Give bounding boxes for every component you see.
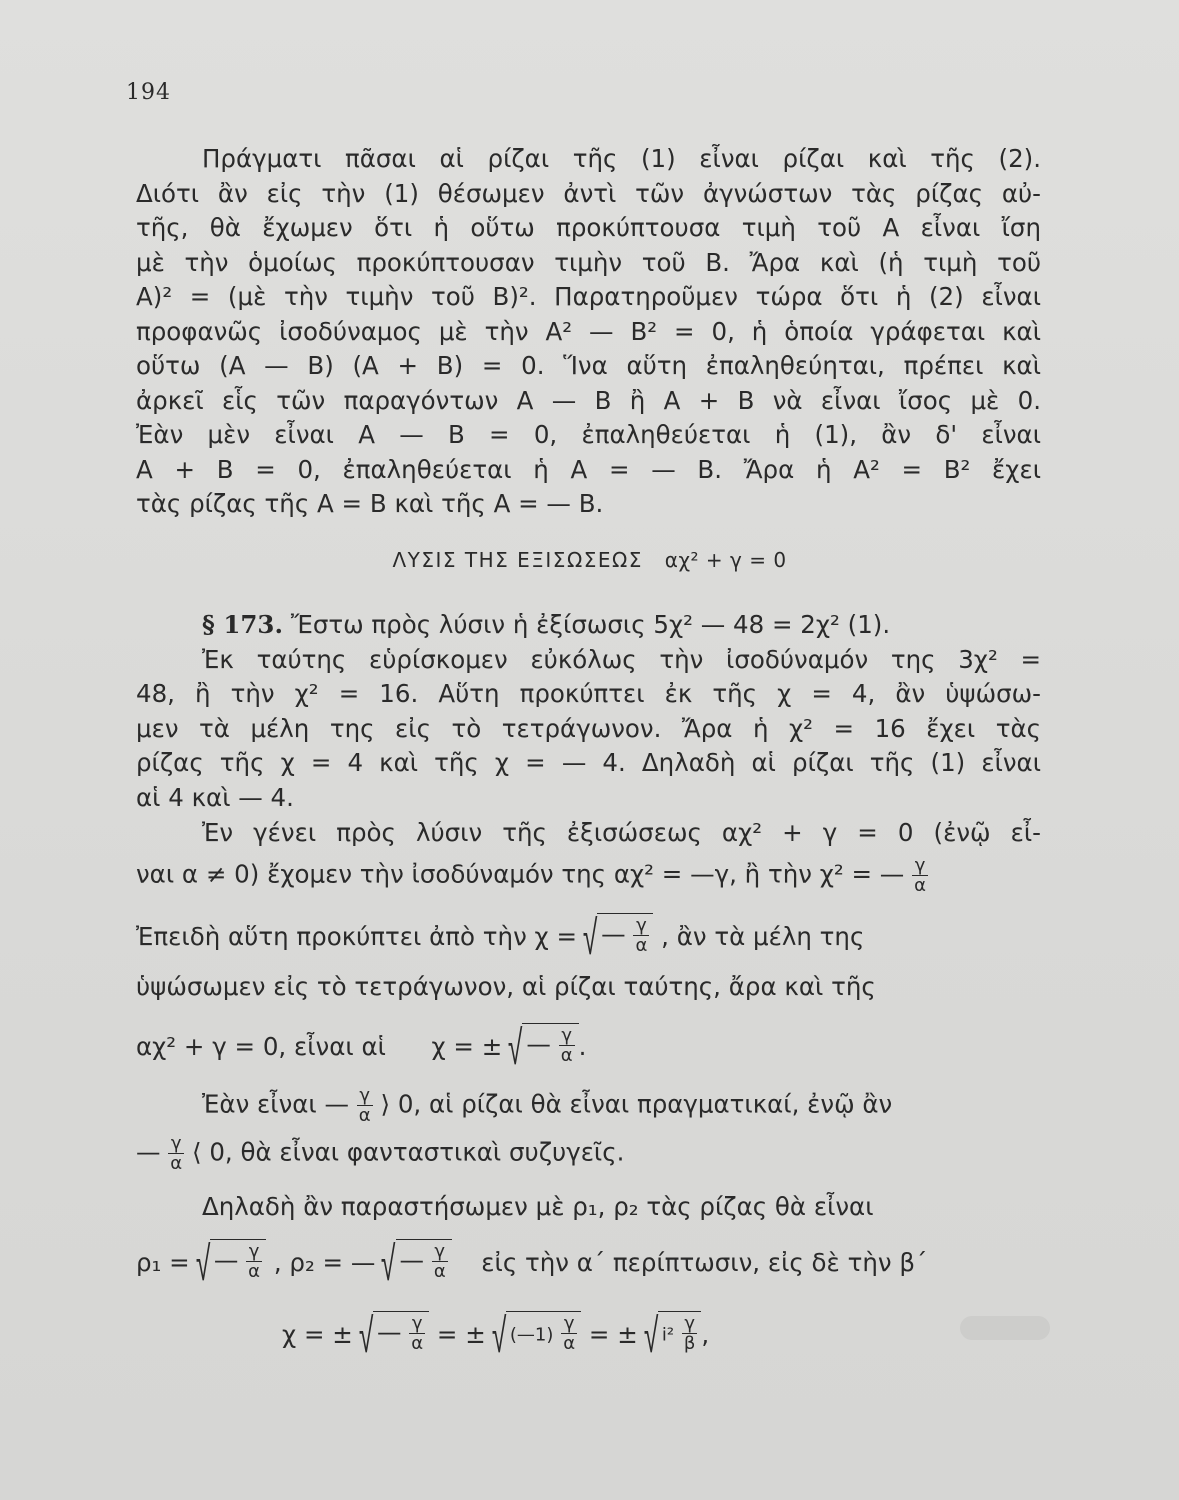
text-line: Πράγματι πᾶσαι αἱ ρίζαι τῆς (1) εἶναι ρίζαι καὶ τῆς (2). xyxy=(202,144,1041,173)
text-line: Διότι ἂν εἰς τὴν (1) θέσωμεν ἀντὶ τῶν ἀγνώστων τὰς ρίζας αὐ- xyxy=(136,178,1041,208)
fraction xyxy=(912,856,928,895)
text-line: εἰς τὴν α΄ περίπτωσιν, εἰς δὲ τὴν β΄ xyxy=(481,1248,928,1277)
denominator: α xyxy=(914,875,926,896)
formula-x: χ = ± xyxy=(431,1032,503,1061)
radical-sign: √ xyxy=(358,1308,374,1364)
text-line: ναι α ≠ 0) ἔχομεν τὴν ἰσοδύναμόν της αχ² = —γ, ἢ τὴν χ² = — xyxy=(136,859,905,889)
paragraph-1 xyxy=(136,142,1041,522)
text-line: οὕτω (Α — Β) (Α + Β) = 0. Ἵνα αὕτη ἐπαληθεύηται, πρέπει καὶ xyxy=(136,351,1041,380)
numerator: γ xyxy=(168,1134,184,1154)
radicand xyxy=(396,1239,452,1281)
formula-line-5 xyxy=(136,1134,1041,1173)
denominator: α xyxy=(358,1105,371,1126)
text-line: μεν τὰ μέλη της εἰς τὸ τετράγωνον. Ἄρα ἡ χ² = 16 ἔχει τὰς xyxy=(136,713,1041,743)
denominator: α xyxy=(560,1045,573,1066)
text-line: ρίζας τῆς χ = 4 καὶ τῆς χ = — 4. Δηλαδὴ αἱ ρίζαι τῆς (1) εἶναι xyxy=(136,748,1041,777)
numerator: γ xyxy=(633,916,649,936)
denominator: α xyxy=(411,1333,424,1354)
text-line: Ἐπειδὴ αὕτη προκύπτει ἀπὸ τὴν χ = xyxy=(136,922,578,951)
text-line: τὰς ρίζας τῆς Α = Β καὶ τῆς Α = — Β. xyxy=(136,489,604,518)
rho1-label: ρ₁ = xyxy=(136,1248,190,1277)
fraction xyxy=(682,1314,698,1353)
formula-line-3: αχ² + γ = 0, εἶναι αἱ χ = ± √ — $\frac{\gamma}{\alpha}$ . xyxy=(136,1020,587,1076)
formula-line-1 xyxy=(136,856,1041,895)
text-line: Ἐν γένει πρὸς λύσιν τῆς ἐξισώσεως αχ² + γ = 0 (ἐνῷ εἶ- xyxy=(202,818,1041,847)
equals-pm: = ± xyxy=(588,1320,638,1349)
text-line-row xyxy=(136,972,1041,1001)
text-line: προφανῶς ἰσοδύναμος μὲ τὴν Α² — Β² = 0, ἡ ὁποία γράφεται καὶ xyxy=(136,316,1041,346)
rho2-label: , ρ₂ = — xyxy=(273,1248,376,1277)
paragraph-3 xyxy=(136,816,1041,851)
text-line: Δηλαδὴ ἂν παραστήσωμεν μὲ ρ₁, ρ₂ τὰς ρίζας θὰ εἶναι xyxy=(202,1192,874,1221)
fraction xyxy=(559,1026,575,1065)
radical-sign: √ xyxy=(643,1308,658,1364)
formula-line-4 xyxy=(136,1086,1107,1125)
text-line: ἀρκεῖ εἷς τῶν παραγόντων Α — Β ἢ Α + Β νὰ εἶναι ἴσος μὲ 0. xyxy=(136,385,1041,415)
radical-sign: √ xyxy=(582,910,598,966)
minus-sign: — xyxy=(213,1245,239,1275)
numerator: γ xyxy=(432,1242,448,1262)
text-line: Ἐκ ταύτης εὑρίσκομεν εὐκόλως τὴν ἰσοδύναμόν της 3χ² = xyxy=(202,644,1041,674)
numerator: γ xyxy=(246,1242,262,1262)
text-line: Α)² = (μὲ τὴν τιμὴν τοῦ Β)². Παρατηροῦμεν τώρα ὅτι ἡ (2) εἶναι xyxy=(136,282,1041,311)
fraction xyxy=(168,1134,184,1173)
text-line: Α + Β = 0, ἐπαληθεύεται ἡ Α = — Β. Ἄρα ἡ Α² = Β² ἔχει xyxy=(136,454,1041,484)
minus-sign: — xyxy=(136,1137,161,1167)
numerator: γ xyxy=(409,1314,425,1334)
fraction xyxy=(432,1242,448,1281)
fraction xyxy=(633,916,649,955)
denominator: α xyxy=(248,1261,261,1282)
text-line: τῆς, θὰ ἔχωμεν ὅτι ἡ οὕτω προκύπτουσα τιμὴ τοῦ Α εἶναι ἴση xyxy=(136,213,1041,242)
denominator: β xyxy=(683,1333,696,1354)
text-line: αἱ 4 καὶ — 4. xyxy=(136,782,294,812)
numerator: γ xyxy=(682,1314,698,1334)
minus-sign: — xyxy=(526,1029,551,1059)
text-line: ⟩ 0, αἱ ρίζαι θὰ εἶναι πραγματικαί, ἐνῷ ἂν xyxy=(380,1089,893,1119)
numerator: γ xyxy=(561,1314,577,1334)
radicand xyxy=(522,1023,578,1065)
text-line: ὑψώσωμεν εἰς τὸ τετράγωνον, αἱ ρίζαι ταύτης, ἄρα καὶ τῆς xyxy=(136,972,876,1001)
denominator: α xyxy=(433,1261,446,1282)
text-line: Ἐὰν μὲν εἶναι Α — Β = 0, ἐπαληθεύεται ἡ (1), ἂν δ' εἶναι xyxy=(136,420,1041,449)
section-number: § 173. xyxy=(202,610,284,639)
text-line: 48, ἢ τὴν χ² = 16. Αὕτη προκύπτει ἐκ τῆς χ = 4, ἂν ὑψώσω- xyxy=(136,679,1041,708)
text-line: αχ² + γ = 0, εἶναι αἱ xyxy=(136,1032,386,1061)
minus-sign: — xyxy=(601,919,626,949)
i-squared: i² xyxy=(661,1324,675,1346)
numerator: γ xyxy=(559,1026,575,1046)
radicand xyxy=(658,1311,702,1353)
formula-x: χ = ± xyxy=(282,1320,353,1349)
fraction xyxy=(246,1242,262,1281)
radicand xyxy=(506,1311,581,1353)
comma: , xyxy=(701,1320,710,1349)
minus-one: (—1) xyxy=(509,1324,554,1346)
text-line: Ἐὰν εἶναι — xyxy=(202,1089,349,1119)
text-line: μὲ τὴν ὁμοίως προκύπτουσαν τιμὴν τοῦ Β. Ἄρα καὶ (ἡ τιμὴ τοῦ xyxy=(136,247,1041,277)
heading-equation: αχ² + γ = 0 xyxy=(664,548,787,572)
radical-sign: √ xyxy=(195,1236,210,1292)
fraction xyxy=(561,1314,577,1353)
fraction xyxy=(357,1086,373,1125)
paragraph-2 xyxy=(136,608,1041,815)
formula-line-6 xyxy=(136,1238,1041,1290)
radicand xyxy=(373,1311,429,1353)
denominator: α xyxy=(635,935,648,956)
numerator: γ xyxy=(357,1086,373,1106)
bleed-through-smudge xyxy=(960,1316,1050,1340)
text-line-row xyxy=(136,1192,1107,1221)
denominator: α xyxy=(170,1153,183,1174)
page-number: 194 xyxy=(126,80,171,105)
denominator: α xyxy=(563,1333,576,1354)
heading-text: ΛΥΣΙΣ ΤΗΣ ΕΞΙΣΩΣΕΩΣ xyxy=(392,548,643,572)
minus-sign: — xyxy=(376,1317,402,1347)
radicand xyxy=(597,913,653,955)
numerator: γ xyxy=(912,856,928,876)
minus-sign: — xyxy=(399,1245,425,1275)
radical-sign: √ xyxy=(381,1236,396,1292)
text-line-body: Ἔστω πρὸς λύσιν ἡ ἐξίσωσις 5χ² — 48 = 2χ² (1). xyxy=(290,610,891,639)
text-line: , ἂν τὰ μέλη της xyxy=(661,922,865,951)
radicand xyxy=(210,1239,266,1281)
text-line: ⟨ 0, θὰ εἶναι φανταστικαὶ συζυγεῖς. xyxy=(191,1137,625,1167)
fraction xyxy=(409,1314,425,1353)
formula-line-2 xyxy=(136,912,1041,964)
radical-sign: √ xyxy=(508,1020,523,1076)
text-line xyxy=(136,608,1041,643)
radical-sign: √ xyxy=(491,1308,506,1364)
equals-pm: = ± xyxy=(436,1320,486,1349)
section-heading xyxy=(0,548,1179,572)
